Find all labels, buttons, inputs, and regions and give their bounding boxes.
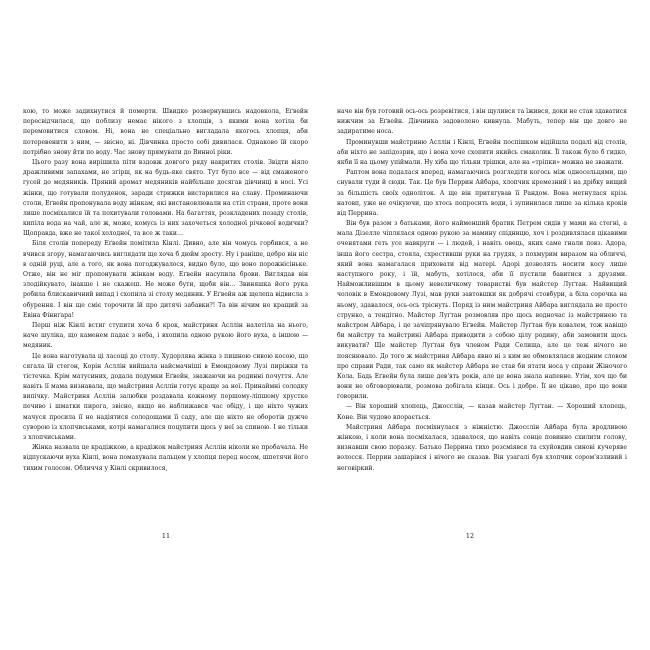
paragraph: Жінка назвала це крадіжкою, а крадіжок майстриня Асллін ніколи не пробачала. Не відпускаючи вуха Кінлі, вона помахувала пальцем у хлопця перед носом, шпетячи його тихим голосом. Обличчя у Кінлі скривилося, [23,444,308,472]
right-page-text [337,107,627,474]
right-page [325,0,650,650]
paragraph: Проминувши майстриню Асллін і Кінлі, Еґвейн поспішком відійшла подалі від столів, аби ніхто не запідозрив, що і вона хоче схопити якийсь смаколик. Її також було б гидко, якби її на цьому упіймали. Ну хіба що тільки трішки, але на «тріпки» можна не зважати. [337,138,627,166]
paragraph: кою, то може задихнутися й померти. Швидко розвернувшись надовкола, Еґвейн пересвідчилася, що поблизу немає нікого з хлопців, з якими вона хотіла би перемовитися словом. Ні, вона не спеціально вигладала якогось хлопця, аби потеревенити з ним, — звісно, ні. Дівчинка просто собі дивилася. Однаково їй скоро потрібно знову йти по воду. Час знову прямувати до Винної ріки. [23,108,308,156]
paragraph: Перш ніж Кінлі встиг ступити хоча б крок, майстриня Асллін налетіла на нього, наче шуліка, що каменем падає з неба, і вхопила одною рукою його вуха, а іншою — медяник. [23,321,308,350]
paragraph: Майстриня Айбара посміхнулася з ніжністю. Джосслін Айбара була вродливою жінкою, і коли вона посміхалася, здавалося, що навіть сонце повинно схилити голову, визнавши свою поразку. Батько Перрина тихо розсміявся та схуйовдив синові кучеряве волосся. Перрин зашарівся і нічого не сказав. Він узагалі був хлопчик сором'язливий і неговіркий. [337,423,627,472]
left-page-number: 11 [161,532,171,540]
right-page-number: 12 [465,532,475,540]
left-page-text [23,107,308,474]
paragraph: Він був разом з батьками, його найменший братик Петрем сидів у мами на стегні, а мала Дізелле чіплялася одною рукою за мамину спідницю, хоч і роздивлялася цікавими оченятами геть усе навкруги — і людей, і навіть овець, яких саме гнали повз. Адора, інша його сестра, стояла, схрестивши руки на грудях, з похмурим виразом на обличчі, який вона намагалася приховати від матері. Адорі дозволять носити косу лише наступного року, і їй, мабуть, хотілося, аби її пустили бавитися з друзями. Найможливішим в цьому невеличкому товаристві був майстер Луґтан. Найвищий чоловік в Емондовому Лузі, мав руки завтовшки як добрячі стовбури, а біла сорочка на ньому, здавалося, ось-ось тріснуть. Поряд із ним майстриня Айбара виглядала не просто струнко, а тендітно. Майстер Луґтан розмовляв про щось водночас із майстринею та майстром Айбара, і це зачіпрянувало Еґвейн. Майстер Луґтан був ковалем, тож навіщо би майстру та майстрині Айбара приводити з собою цілу родину, аби замовити щось викувати? Ще майстер Луґтан був членом Ради Селища, але це теж нічого не пояснювало. До того ж майстриня Айбара явно ні з ким не обмовлялася жодним словом про справи Ради, так само як майстер Айбара не став би ятати носа у справи Жіночого Кола. Бадь Еґвейн була лише дев'ять років, але це вона знала напевне. Утім, хоч що би вони не обговорювали, розмова добігала кінця. Ось і добре. Її не цікаво, про що вони говорили. [337,220,627,401]
paragraph: Біля столів попереду Еґвейн помітила Кінлі. Дивно, але він чомусь горбився, а не вчився згору, намагаючись виглядати ще хоча б дюйм зросту. Ну і раніше, цебро він ніс в одній руці, але а того, як вона погоджувалося, видно було, що воно порожнісіньке. Отже, він не міг пропонувати жінкам воду. Еґвейн насупила брови. Виглядав він злодійкувато, інакше і не скажеш. Не може бути, щоби він… Звиняшка його рука робила блискавичний випад і схопила зі столу медяник. У Еґвейн аж щелепа відвисла з обурення. І він ще сміє торочити їй про дитячі забавки?! Та він нічим не кращий за Евіна Фіннґара! [23,240,308,319]
paragraph: наче він був готовий ось-ось розревітися, і він щулився та їжився, доки не став здаватися нижчим за Еґвейн. Дівчинка задоволено кивнула. Мабуть, тепер він ще довго не задиратиме носа. [337,108,627,136]
paragraph: — Він хороший хлопець, Джосслін, — казав майстер Луґтан. — Хороший хлопець, Коне. Він чудово впорається. [337,403,627,421]
paragraph: Раптом вона подалася вперед, намагаючись розгледіти когось між односельцями, що снували туди й сюди. Так. Це був Перрин Айбара, хлопчик кремезний і на дрібку вищий за більшість своїх одноліток. А ще він притягував її Рандом. Вона метнулася крізь натовп, уже не очікуючи, що хтось попросить води, і зупинилася лише за кілька кроків від Перрина. [337,169,627,217]
paragraph: Це вона наготувала ці ласощі до столу. Худорлява жінка з пишною сивою косою, що сягала їй стегон, Корін Асллін вийшала найсмачніші в Емондовому Лузі пиріжки та тістечка. Крім матусиних, додала подумки Еґвейн, зважаючи на родинні почуття. Але навіть її мама визнавала, що майстриня Асллін готує краще за неї. Принаймні солодку випічку. Майстриня Асллін залюбки роздавала кожному першому-ліпшому хрустке печиво і шматки пирога, звісно, якщо не наближався час обіду, і ще ніхто чужих мачуся просила її не надіятися солодощами її саду, але ще ніхто не оборотів дужче суворою із хлопчиськами, котрі намагалися поцупити щось у неї за спиною. І не тільки з хлопчиськами. [23,352,308,441]
paragraph: Цього разу вона вирішила піти вздовж довгого ряду накритих столів. Звідти віяло дражливими запахами, не згірш, як на будь-яке свято. Тут було все — від смаженого гусей до медяників. Пряний аромат медяників найбільше досягав дівчинці в носі. Усі жінки, що готували полуденок, заради стрижки вистарилися на славу. Проминаючи столи, Еґвейн пропонувала воду жінкам, які вистановлювали на стіл страви, проте вони лише посміхалися їй та похитували головами. На багаттях, розкладених позаду столів, кипіла вода на чай, але ж, може, комусь із них захочеться холодної річкової водички? Щоправда, вже не такої холодної, та все ж таки… [23,158,308,238]
